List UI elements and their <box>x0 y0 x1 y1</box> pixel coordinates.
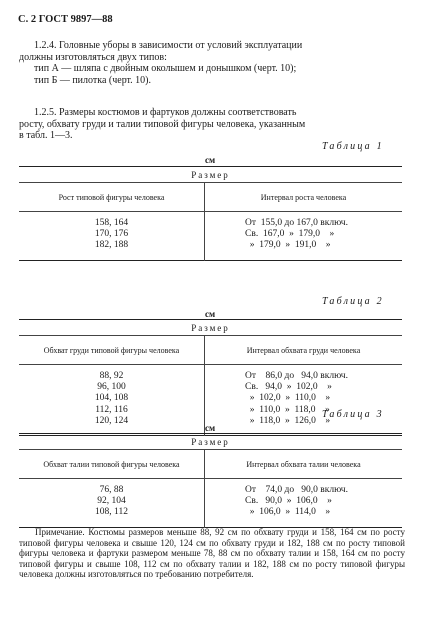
table-2-col1-header: Обхват груди типовой фигуры человека <box>43 345 180 355</box>
table-2-caption: Таблица 2 <box>322 296 384 307</box>
table-1-col1-header: Рост типовой фигуры человека <box>58 192 165 202</box>
clause-1-2-4-line: должны изготовляться двух типов: <box>19 51 167 63</box>
page-header: С. 2 ГОСТ 9897—88 <box>18 14 113 25</box>
table-3-col2-header: Интервал обхвата талии человека <box>205 450 403 479</box>
clause-1-2-5-line: росту, обхвату груди и талии типовой фигуры человека, указанным <box>19 118 306 130</box>
table-1-group-header: Размер <box>19 167 402 183</box>
table-1-col2-header: Интервал роста человека <box>205 183 403 212</box>
table-3-group-header: Размер <box>19 434 402 450</box>
table-2-group-header: Размер <box>19 320 402 336</box>
table-2-interval-cell: » 110,0 » 118,0 » <box>245 404 330 415</box>
clause-1-2-5 <box>19 107 404 142</box>
table-1-size-cell: 158, 164 <box>94 218 129 228</box>
table-1 <box>19 166 402 261</box>
table-2-interval-column <box>205 365 403 436</box>
table-1-interval-column <box>205 212 403 261</box>
clause-1-2-4-line: 1.2.4. Головные уборы в зависимости от условий эксплуатации <box>34 40 303 51</box>
table-3-size-cell: 92, 104 <box>97 496 126 507</box>
clause-1-2-4-line: тип А — шляпа с двойным околышем и донышком (черт. 10); <box>34 63 297 75</box>
table-2-interval-cell: » 118,0 » 126,0 » <box>245 415 331 426</box>
table-3-size-cell: 76, 88 <box>99 485 124 495</box>
clause-1-2-4-line: тип Б — пилотка (черт. 10). <box>34 74 152 86</box>
table-1-interval-cell: » 179,0 » 191,0 » <box>245 240 331 251</box>
table-2-size-cell: 112, 116 <box>95 404 128 415</box>
table-2-unit: см <box>205 309 216 319</box>
table-3-size-column <box>19 479 205 528</box>
table-3-unit: см <box>205 423 216 433</box>
table-2-size-column <box>19 365 205 436</box>
table-2-size-cell: 104, 108 <box>94 393 129 404</box>
table-3-interval-cell: » 106,0 » 114,0 » <box>245 507 331 518</box>
table-3-size-cell: 108, 112 <box>95 507 128 518</box>
table-1-interval-cell: От 155,0 до 167,0 включ. <box>245 218 348 228</box>
table-1-size-column <box>19 212 205 261</box>
table-2-interval-cell: » 102,0 » 110,0 » <box>245 393 331 404</box>
table-2-interval-cell: От 86,0 до 94,0 включ. <box>245 371 348 381</box>
table-3-col1-header: Обхват талии типовой фигуры человека <box>43 459 180 469</box>
table-3-interval-column <box>205 479 403 528</box>
table-2-size-cell: 96, 100 <box>97 382 126 393</box>
table-3 <box>19 433 402 528</box>
clause-1-2-5-line: 1.2.5. Размеры костюмов и фартуков должны соответствовать <box>34 107 297 118</box>
table-2-size-cell: 120, 124 <box>94 415 129 426</box>
clause-1-2-5-line: в табл. 1—3. <box>19 130 73 142</box>
footnote-note: Примечание. Костюмы размеров меньше 88, 92 см по обхвату груди и 158, 164 см по росту типовой фигуры человека и свыше 120, 124 см по обхвату груди и 182, 188 см по росту типовой фигуры человека и фартуки размером меньше 78, 88 см по обхвату талии и 158, 164 см по росту типовой фигуры и свыше 108, 112 см по обхвату талии и 182, 188 см по росту типовой фигуры человека должны изготовляться по требованию потребителя. <box>19 527 405 580</box>
table-1-interval-cell: Св. 167,0 » 179,0 » <box>245 229 335 240</box>
table-1-size-cell: 170, 176 <box>94 229 129 240</box>
table-1-size-cell: 182, 188 <box>94 240 129 251</box>
table-3-interval-cell: Св. 90,0 » 106,0 » <box>245 496 332 507</box>
table-1-unit: см <box>205 155 216 165</box>
table-1-caption: Таблица 1 <box>322 141 384 152</box>
table-2-size-cell: 88, 92 <box>99 371 124 381</box>
table-2-interval-cell: Св. 94,0 » 102,0 » <box>245 382 332 393</box>
table-3-caption: Таблица 3 <box>322 409 384 420</box>
table-2-col2-header: Интервал обхвата груди человека <box>205 336 403 365</box>
clause-1-2-4 <box>19 40 404 86</box>
table-3-interval-cell: От 74,0 до 90,0 включ. <box>245 485 348 495</box>
